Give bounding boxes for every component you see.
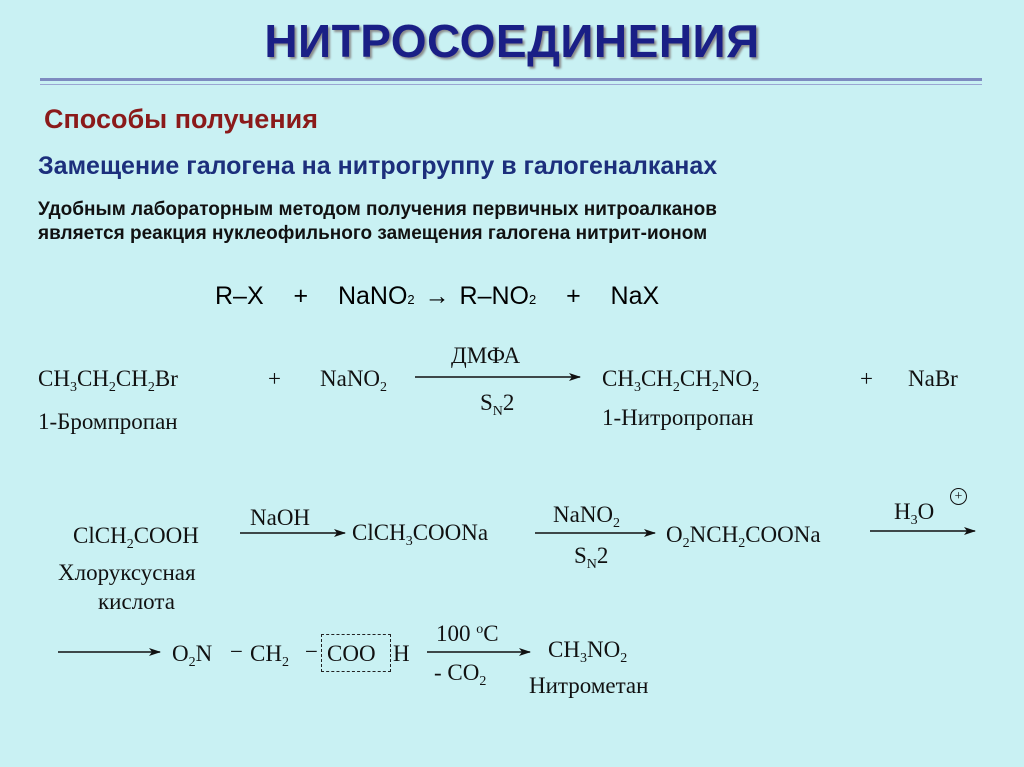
reaction1-reagent: NaNO$_2$: [320, 366, 388, 395]
eq-plus-2: +: [566, 282, 581, 310]
reaction1-plus-2: +: [860, 366, 873, 391]
paragraph-line-2: является реакция нуклеофильного замещения галогена нитрит-ионом: [38, 223, 708, 244]
nitropropane-name: 1-Нитропропан: [602, 405, 754, 430]
bond-dash-2: −: [305, 639, 318, 664]
chloroacetic-acid-name-1: Хлоруксусная: [58, 560, 196, 585]
nitromethane-name: Нитрометан: [529, 673, 649, 698]
bromopropane-formula: $CH_3CH_2CH_2Br$: [38, 366, 178, 395]
eq-plus-1: +: [293, 282, 309, 310]
page-title: НИТРОСОЕДИНЕНИЯ: [264, 15, 760, 67]
boxed-carboxyl-group: COO: [327, 641, 376, 666]
reaction1-plus-1: +: [268, 366, 281, 391]
nitromethane-formula: $CH_3NO_2$: [548, 637, 628, 666]
decarboxylation-temperature: 100 $^o$C: [436, 621, 499, 646]
reaction1-solvent: ДМФА: [451, 343, 521, 368]
chloroacetic-acid-name-2: кислота: [98, 589, 175, 614]
nitropropane-formula: $CH_3CH_2CH_2NO_2$: [602, 366, 760, 395]
bond-dash-1: −: [230, 639, 243, 664]
eq-reagent: NaNO2: [337, 282, 415, 310]
step3-reagent: $H_3O$: [894, 499, 935, 528]
section-heading: Способы получения: [44, 104, 318, 134]
eq-reactant: R–X: [215, 282, 264, 310]
eq-arrow: →: [424, 282, 450, 310]
nitroacetate-formula: $O_2NCH_2COONa$: [666, 522, 821, 551]
eq-byproduct: NaX: [610, 282, 660, 310]
decarboxylation-loss: - $CO_2$: [434, 660, 487, 689]
subsection-heading: Замещение галогена на нитрогруппу в галогеналканах: [38, 152, 718, 180]
chloroacetic-acid-formula: ClCH$_2$COOH: [73, 523, 199, 552]
acid-hydrogen: H: [393, 641, 410, 666]
step1-reagent: NaOH: [250, 505, 311, 530]
chloroacetate-formula: ClCH$_3$COONa: [352, 520, 489, 549]
reaction1-mechanism: $S_N2$: [480, 390, 515, 419]
nitroacetic-acid-formula-1: $O_2N$: [172, 641, 213, 670]
bromopropane-name: 1-Бромпропан: [38, 409, 178, 434]
eq-product: R–NO2: [459, 282, 537, 310]
step2-reagent: NaNO$_2$: [553, 502, 621, 531]
nitroacetic-acid-formula-2: $CH_2$: [250, 641, 289, 670]
step2-mechanism: $S_N2$: [574, 543, 609, 572]
reaction1-byproduct: NaBr: [908, 366, 958, 391]
positive-charge-icon: +: [950, 488, 967, 505]
paragraph-line-1: Удобным лабораторным методом получения первичных нитроалканов: [38, 199, 717, 220]
